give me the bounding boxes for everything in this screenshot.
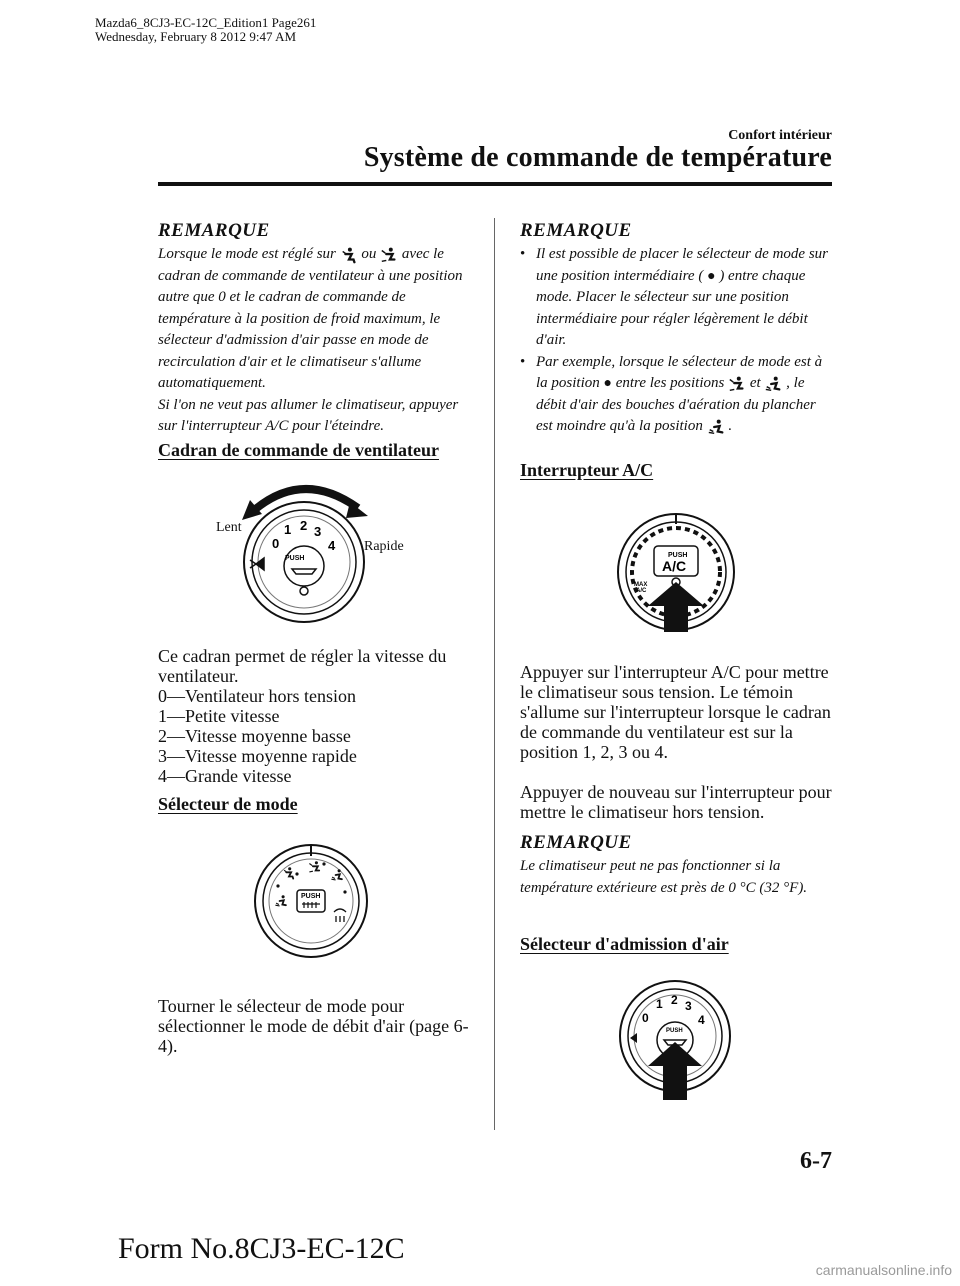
intermediate-dot-icon: ●: [707, 268, 716, 284]
dial-number: 4: [328, 538, 336, 553]
remark-text: Le climatiseur peut ne pas fonctionner si la température extérieure est près de 0 °C (32 °F).: [520, 858, 808, 896]
fan-label-fast: Rapide: [364, 539, 404, 554]
floor-mode-icon: [707, 418, 725, 436]
dial-number: 0: [272, 536, 280, 551]
intermediate-dot-icon: ●: [603, 376, 612, 391]
list-item: 4―Grande vitesse: [158, 766, 292, 786]
bullet-text-part: Il est possible de placer le sélecteur de mode sur une position intermédiaire (: [536, 246, 829, 284]
remark-text-part: ou: [361, 246, 377, 262]
remark-heading: REMARQUE: [520, 832, 632, 853]
list-item: [520, 352, 832, 438]
form-number: Form No.8CJ3-EC-12C: [118, 1232, 405, 1265]
page-title: Système de commande de température: [363, 142, 832, 173]
print-meta-line2: Wednesday, February 8 2012 9:47 AM: [95, 29, 297, 44]
bullet-text-part: entre les positions: [615, 375, 725, 391]
dial-number: 4: [698, 1013, 705, 1027]
ac-switch-heading: Interrupteur A/C: [520, 460, 654, 480]
list-item: 0―Ventilateur hors tension: [158, 686, 356, 706]
ac-label: A/C: [662, 558, 687, 574]
ac-text-2: Appuyer de nouveau sur l'interrupteur pour mettre le climatiseur hors tension.: [520, 782, 832, 822]
push-label: PUSH: [285, 555, 305, 562]
air-intake-heading: Sélecteur d'admission d'air: [520, 934, 729, 954]
remark-heading: REMARQUE: [158, 220, 270, 241]
bullet-text-part: Par exemple, lorsque le sélecteur de mode est à la position: [536, 353, 823, 391]
ac-text-1: Appuyer sur l'interrupteur A/C pour mettre le climatiseur sous tension. Le témoin s'allume sur l'interrupteur lorsque le cadran de commande du ventilateur est sur la position 1, 2, 3 ou 4.: [520, 662, 831, 762]
bilevel-mode-icon: [380, 246, 398, 264]
max-ac-label: A/C: [636, 588, 647, 594]
face-mode-icon: [340, 246, 358, 264]
dial-number: 2: [300, 518, 308, 533]
ac-switch-illustration: [612, 510, 742, 636]
fan-intro: Ce cadran permet de régler la vitesse du ventilateur.: [158, 646, 447, 686]
bullet-text-part: et: [749, 375, 761, 391]
dial-number: 2: [671, 993, 678, 1007]
bilevel-mode-icon: [728, 375, 746, 393]
section-label: Confort intérieur: [728, 128, 832, 143]
page-number: 6-7: [800, 1148, 832, 1174]
max-label: MAX: [634, 582, 648, 588]
mode-selector-heading: Sélecteur de mode: [158, 794, 298, 814]
right-remark: [520, 220, 832, 438]
list-item: 1―Petite vitesse: [158, 706, 280, 726]
remark-text-2: Si l'on ne veut pas allumer le climatiseur, appuyer sur l'interrupteur A/C pour l'éteindre.: [158, 396, 459, 434]
dial-number: 1: [656, 997, 663, 1011]
remark-text: [158, 244, 476, 395]
bullet-text-part: , le débit d'air des bouches d'aération du plancher est moindre qu'à la position: [536, 375, 816, 434]
bullet-text-part: .: [728, 418, 733, 434]
dial-number: 0: [642, 1011, 649, 1025]
mode-selector-text: Tourner le sélecteur de mode pour sélectionner le mode de débit d'air (page 6-4).: [158, 996, 469, 1056]
remark-text-part: avec le cadran de commande de ventilateur à une position autre que 0 et le cadran de commande de température à la position de froid maximum, le sélecteur d'admission d'air passe en mode de recirculation d'air et le climatiseur s'allume automatiquement.: [158, 246, 463, 391]
fan-label-slow: Lent: [216, 520, 242, 535]
remark-text-part: Lorsque le mode est réglé sur: [158, 246, 336, 262]
dial-number: 1: [284, 522, 292, 537]
list-item: 2―Vitesse moyenne basse: [158, 726, 351, 746]
floor-defrost-icon: [764, 375, 782, 393]
remark-heading: REMARQUE: [520, 220, 632, 241]
print-meta-line1: Mazda6_8CJ3-EC-12C_Edition1 Page261: [95, 15, 317, 30]
watermark: carmanualsonline.info: [815, 1262, 952, 1278]
dial-number: 3: [314, 524, 322, 539]
fan-dial-illustration: [234, 474, 374, 624]
bullet-text-part: ) entre chaque mode. Placer le sélecteur sur une position intermédiaire pour régler légèrement le débit d'air.: [536, 267, 808, 348]
push-label: PUSH: [301, 893, 321, 900]
mode-dial-illustration: [252, 842, 370, 960]
left-remark: [158, 220, 476, 438]
header-rule: [158, 182, 832, 186]
push-label: PUSH: [666, 1028, 683, 1034]
list-item: [520, 244, 832, 352]
air-intake-illustration: [612, 978, 738, 1104]
fan-dial-heading: Cadran de commande de ventilateur: [158, 440, 439, 460]
remark-bullets: [520, 244, 832, 438]
dial-number: 3: [685, 999, 692, 1013]
fan-speed-list: [158, 686, 478, 786]
push-label: PUSH: [668, 552, 688, 559]
column-divider: [494, 218, 495, 1130]
ac-remark: [520, 832, 832, 899]
list-item: 3―Vitesse moyenne rapide: [158, 746, 357, 766]
